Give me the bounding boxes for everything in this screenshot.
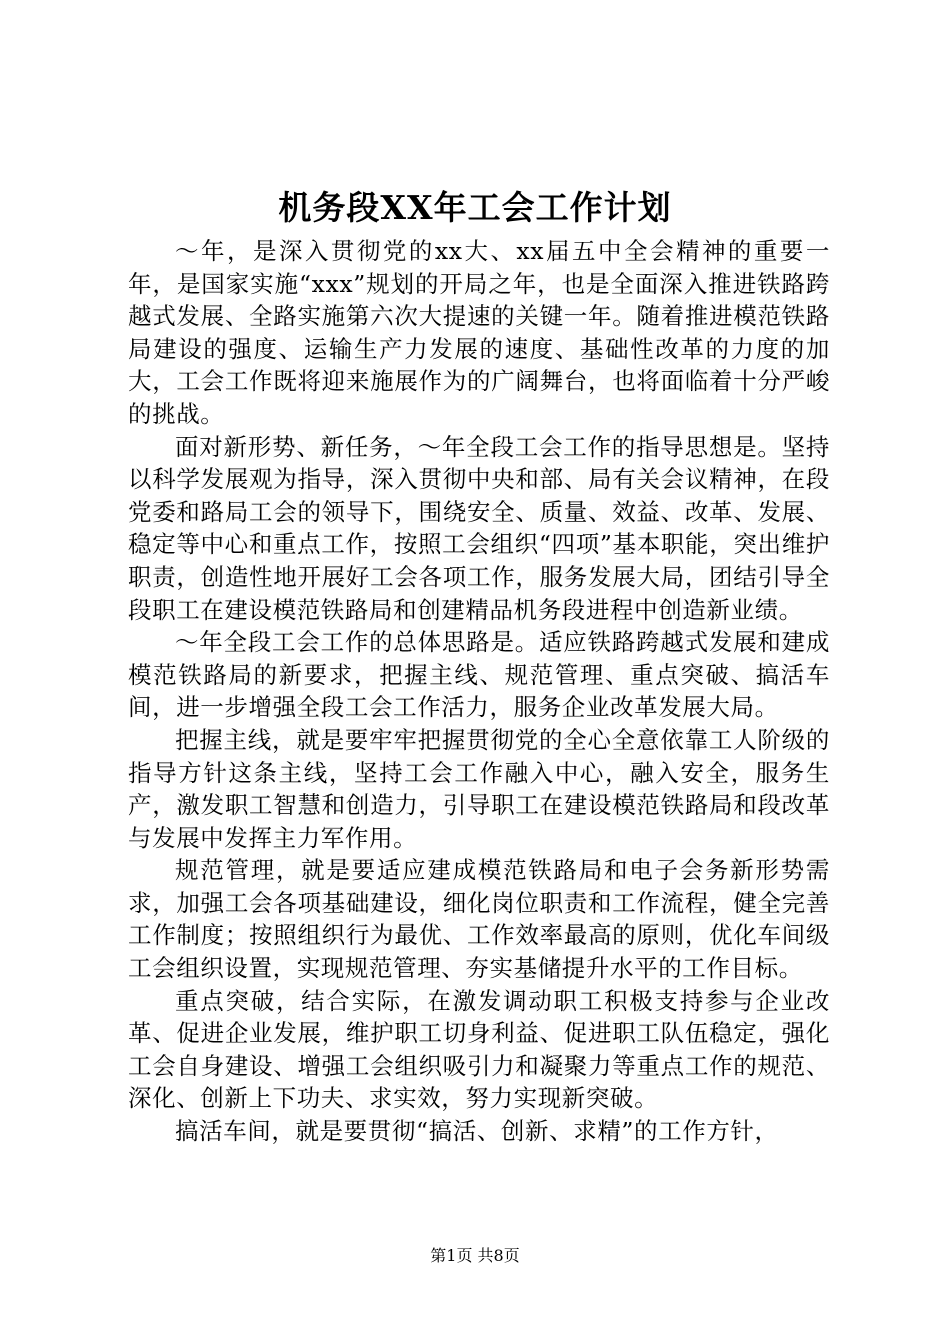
paragraph: 重点突破，结合实际，在激发调动职工积极支持参与企业改革、促进企业发展，维护职工切身利益、促进职工队伍稳定，强化工会自身建设、增强工会组织吸引力和凝聚力等重点工作的规范、深化、创新上下功夫、求实效，努力实现新突破。 bbox=[128, 986, 830, 1113]
paragraph: 面对新形势、新任务，～年全段工会工作的指导思想是。坚持以科学发展观为指导，深入贯彻中央和部、局有关会议精神，在段党委和路局工会的领导下，围绕安全、质量、效益、改革、发展、稳定等中心和重点工作，按照工会组织“四项”基本职能，突出维护职责，创造性地开展好工会各项工作，服务发展大局，团结引导全段职工在建设模范铁路局和创建精品机务段进程中创造新业绩。 bbox=[128, 432, 830, 624]
document-body bbox=[128, 235, 830, 1148]
paragraph: 搞活车间，就是要贯彻“搞活、创新、求精”的工作方针， bbox=[175, 1117, 779, 1146]
page-footer: 第1页 共8页 bbox=[430, 1246, 520, 1265]
paragraph: 把握主线，就是要牢牢把握贯彻党的全心全意依靠工人阶级的指导方针这条主线，坚持工会工作融入中心，融入安全，服务生产，激发职工智慧和创造力，引导职工在建设模范铁路局和段改革与发展中发挥主力军作用。 bbox=[128, 725, 830, 852]
paragraph: ～年全段工会工作的总体思路是。适应铁路跨越式发展和建成模范铁路局的新要求，把握主线、规范管理、重点突破、搞活车间，进一步增强全段工会工作活力，服务企业改革发展大局。 bbox=[128, 628, 830, 722]
paragraph: ～年，是深入贯彻党的xx大、xx届五中全会精神的重要一年，是国家实施“xxx”规划的开局之年，也是全面深入推进铁路跨越式发展、全路实施第六次大提速的关键一年。随着推进模范铁路局建设的强度、运输生产力发展的速度、基础性改革的力度的加大，工会工作既将迎来施展作为的广阔舞台，也将面临着十分严峻的挑战。 bbox=[128, 237, 830, 428]
paragraph: 规范管理，就是要适应建成模范铁路局和电子会务新形势需求，加强工会各项基础建设，细化岗位职责和工作流程，健全完善工作制度；按照组织行为最优、工作效率最高的原则，优化车间级工会组织设置，实现规范管理、夯实基储提升水平的工作目标。 bbox=[128, 856, 830, 983]
document-title: 机务段XX年工会工作计划 bbox=[278, 188, 672, 227]
